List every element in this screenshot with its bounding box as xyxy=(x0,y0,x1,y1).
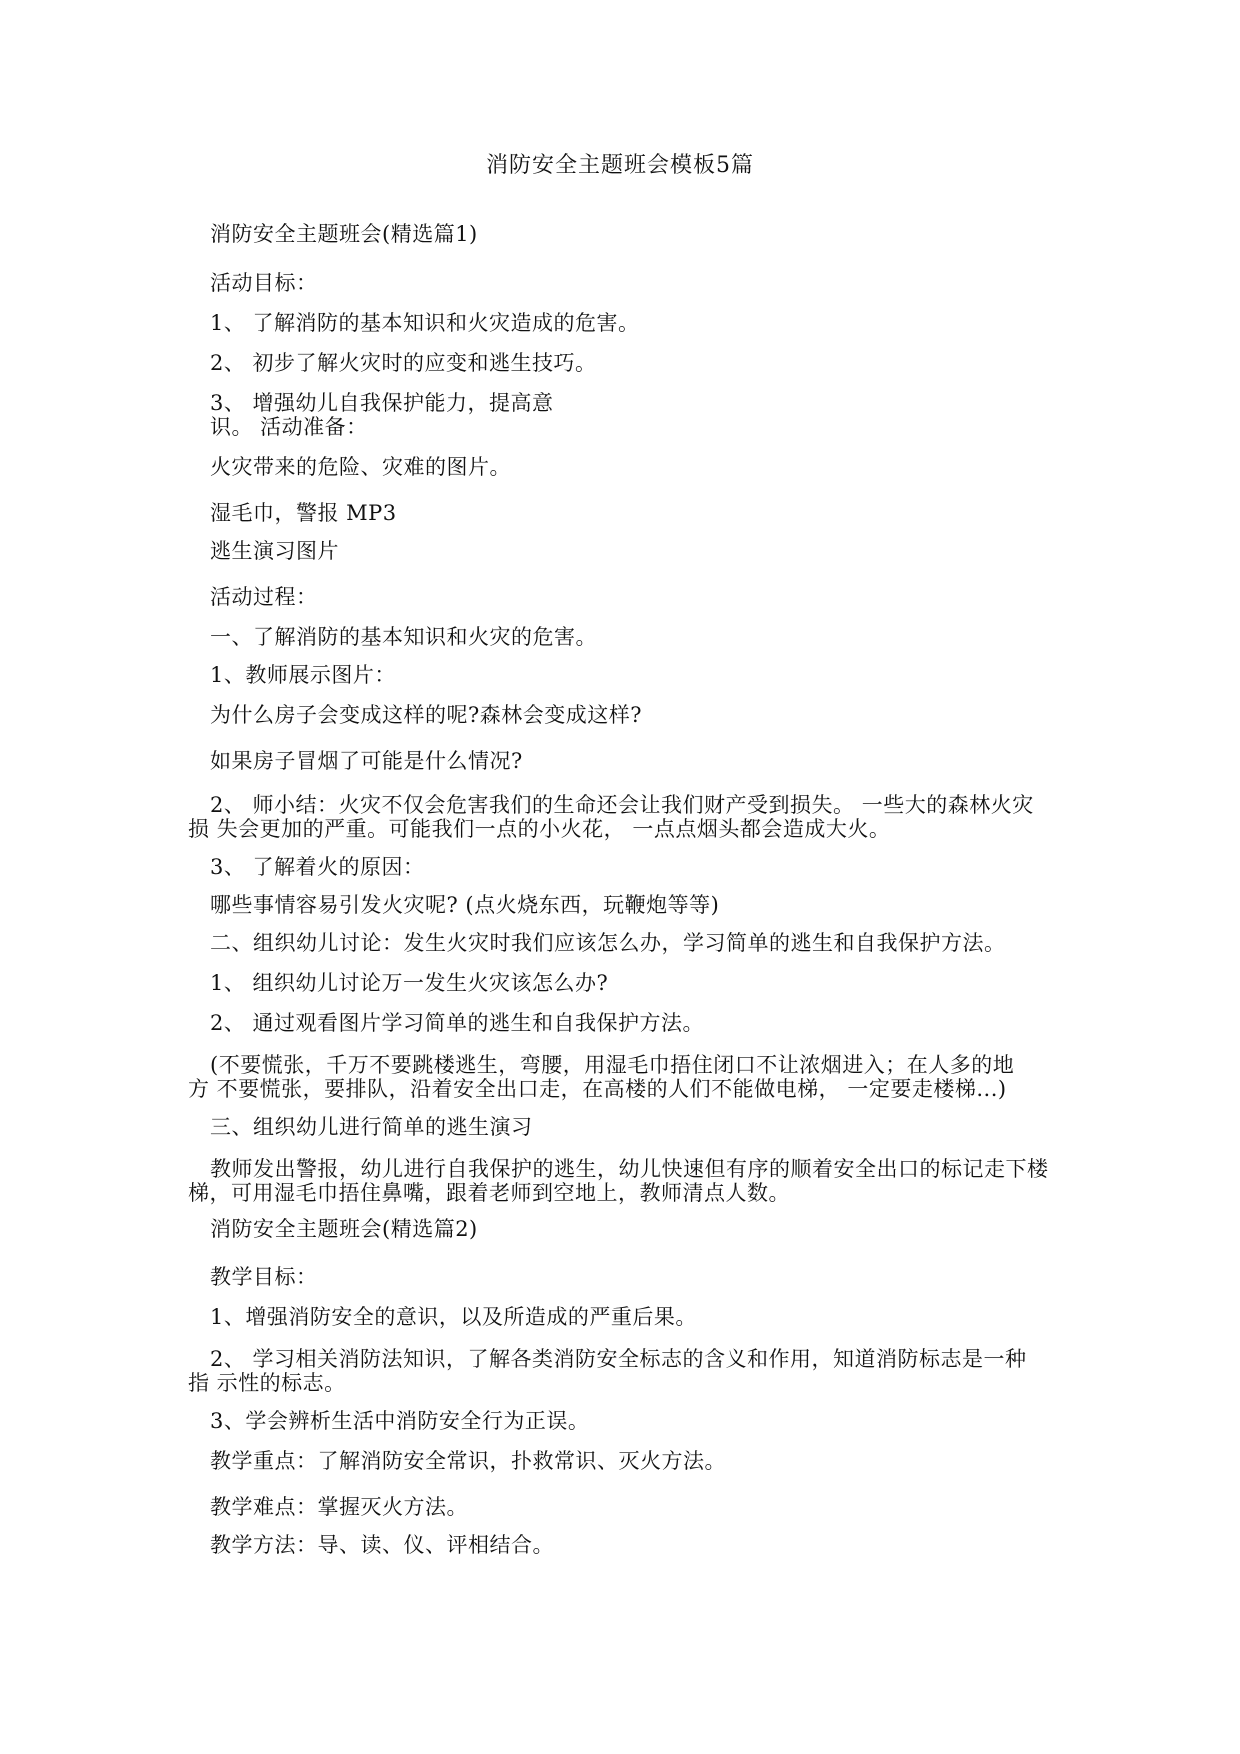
paragraph: 3、 了解着火的原因： xyxy=(210,855,425,879)
paragraph: 1、增强消防安全的意识，以及所造成的严重后果。 xyxy=(210,1305,697,1329)
paragraph: 教师发出警报，幼儿进行自我保护的逃生，幼儿快速但有序的顺着安全出口的标记走下楼 xyxy=(210,1157,1049,1181)
paragraph: 2、 初步了解火灾时的应变和逃生技巧。 xyxy=(210,351,597,375)
paragraph: 湿毛巾，警报 MP3 xyxy=(210,501,397,525)
paragraph: 2、 师小结：火灾不仅会危害我们的生命还会让我们财产受到损失。 一些大的森林火灾 xyxy=(210,793,1034,817)
paragraph: 二、组织幼儿讨论：发生火灾时我们应该怎么办，学习简单的逃生和自我保护方法。 xyxy=(210,931,1006,955)
paragraph: 如果房子冒烟了可能是什么情况? xyxy=(210,749,523,773)
paragraph: 方 不要慌张，要排队，沿着安全出口走，在高楼的人们不能做电梯， 一定要走楼梯...) xyxy=(188,1077,1007,1101)
paragraph: 火灾带来的危险、灾难的图片。 xyxy=(210,455,511,479)
paragraph: 1、 了解消防的基本知识和火灾造成的危害。 xyxy=(210,311,640,335)
paragraph: 1、教师展示图片： xyxy=(210,663,396,687)
paragraph: 活动过程： xyxy=(210,585,318,609)
paragraph: 教学重点：了解消防安全常识，扑救常识、灭火方法。 xyxy=(210,1449,726,1473)
section-heading-2: 消防安全主题班会(精选篇2) xyxy=(210,1217,478,1241)
section-heading-1: 消防安全主题班会(精选篇1) xyxy=(210,222,478,246)
paragraph: 3、 增强幼儿自我保护能力，提高意 xyxy=(210,391,554,415)
paragraph: 活动目标： xyxy=(210,271,318,295)
paragraph: 2、 通过观看图片学习简单的逃生和自我保护方法。 xyxy=(210,1011,705,1035)
paragraph: (不要慌张，千万不要跳楼逃生，弯腰，用湿毛巾捂住闭口不让浓烟进入；在人多的地 xyxy=(210,1053,1015,1077)
paragraph: 教学方法：导、读、仪、评相结合。 xyxy=(210,1533,554,1557)
paragraph: 教学难点：掌握灭火方法。 xyxy=(210,1495,468,1519)
paragraph: 损 失会更加的严重。可能我们一点的小火花， 一点点烟头都会造成大火。 xyxy=(188,817,891,841)
paragraph: 逃生演习图片 xyxy=(210,539,339,563)
paragraph: 3、学会辨析生活中消防安全行为正误。 xyxy=(210,1409,590,1433)
paragraph: 一、了解消防的基本知识和火灾的危害。 xyxy=(210,625,597,649)
paragraph: 指 示性的标志。 xyxy=(188,1371,346,1395)
paragraph: 1、 组织幼儿讨论万一发生火灾该怎么办? xyxy=(210,971,609,995)
paragraph: 三、组织幼儿进行简单的逃生演习 xyxy=(210,1115,533,1139)
paragraph: 哪些事情容易引发火灾呢? (点火烧东西，玩鞭炮等等) xyxy=(210,893,720,917)
paragraph: 识。 活动准备： xyxy=(210,415,368,439)
document-title: 消防安全主题班会模板5篇 xyxy=(486,153,754,178)
paragraph: 2、 学习相关消防法知识，了解各类消防安全标志的含义和作用，知道消防标志是一种 xyxy=(210,1347,1027,1371)
paragraph: 梯，可用湿毛巾捂住鼻嘴，跟着老师到空地上，教师清点人数。 xyxy=(188,1181,790,1205)
paragraph: 教学目标： xyxy=(210,1265,318,1289)
paragraph: 为什么房子会变成这样的呢?森林会变成这样? xyxy=(210,703,643,727)
